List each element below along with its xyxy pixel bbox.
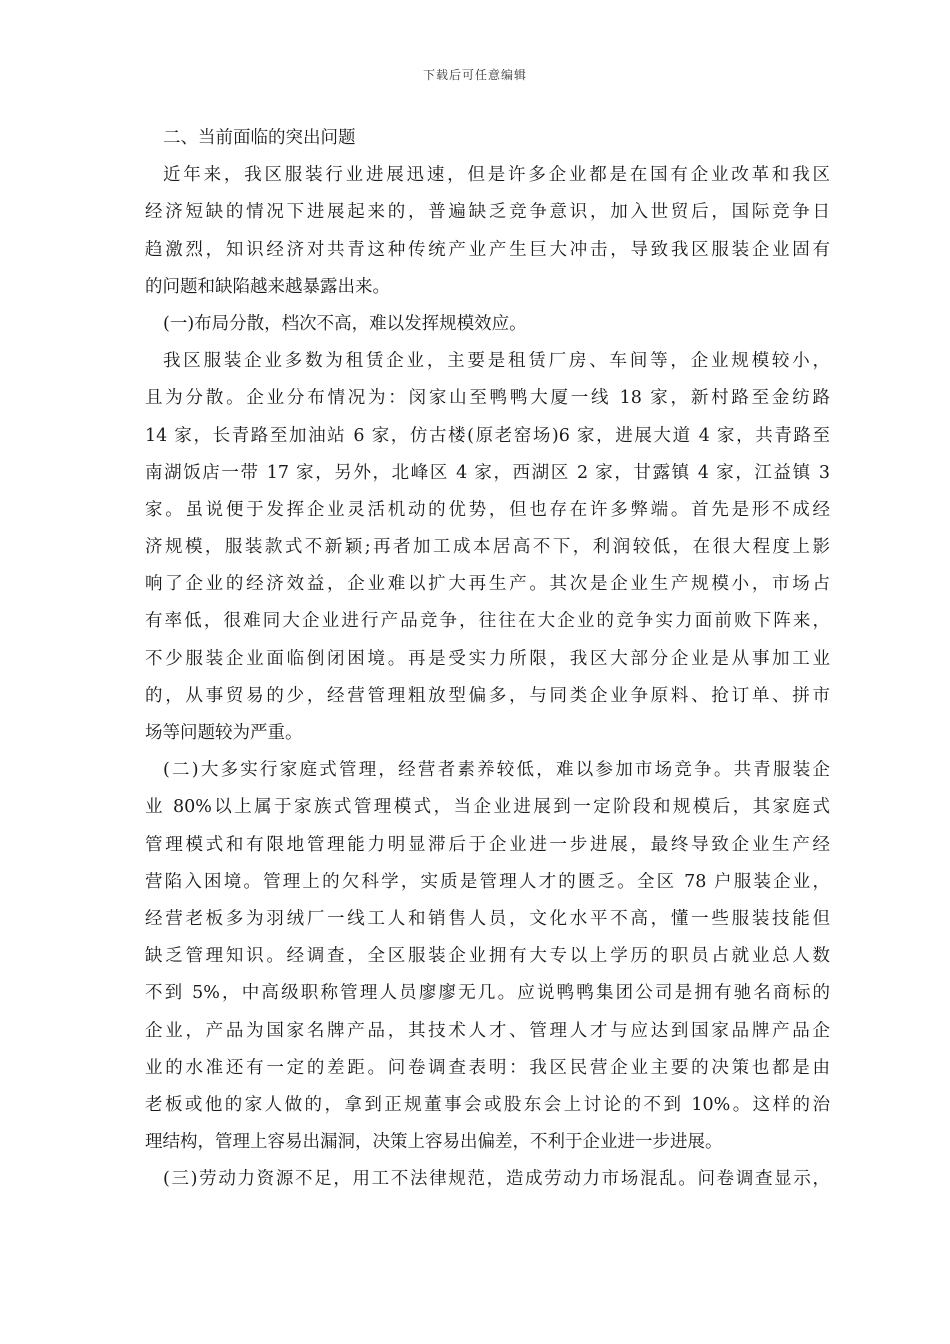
text-line: 业的水准还有一定的差距。问卷调查表明：我区民营企业主要的决策也都是由 bbox=[145, 1057, 830, 1078]
text-line: 家。虽说便于发挥企业灵活机动的优势，但也存在许多弊端。首先是形不成经 bbox=[145, 499, 830, 520]
text-line: 管理模式和有限地管理能力明显滞后于企业进一步进展，最终导致企业生产经 bbox=[145, 834, 830, 855]
text-line: 业 80%以上属于家族式管理模式，当企业进展到一定阶段和规模后，其家庭式 bbox=[145, 797, 830, 818]
text-line: 济规模，服装款式不新颖;再者加工成本居高不下，利润较低，在很大程度上影 bbox=[145, 537, 830, 558]
page-header: 下载后可任意编辑 bbox=[422, 68, 527, 82]
text-line: 响了企业的经济效益，企业难以扩大再生产。其次是企业生产规模小，市场占 bbox=[145, 574, 830, 595]
text-line: 二、当前面临的突出问题 bbox=[163, 128, 356, 148]
text-line: 企业，产品为国家名牌产品，其技术人才、管理人才与应达到国家品牌产品企 bbox=[145, 1020, 830, 1041]
text-line: 我区服装企业多数为租赁企业，主要是租赁厂房、车间等，企业规模较小， bbox=[163, 351, 830, 372]
text-line: 缺乏管理知识。经调查，全区服装企业拥有大专以上学历的职员占就业总人数 bbox=[145, 946, 830, 967]
text-line: 老板或他的家人做的，拿到正规董事会或股东会上讨论的不到 10%。这样的治 bbox=[145, 1094, 830, 1115]
text-line: (一)布局分散，档次不高，难以发挥规模效应。 bbox=[163, 313, 527, 334]
text-line: 经营老板多为羽绒厂一线工人和销售人员，文化水平不高，懂一些服装技能但 bbox=[145, 908, 830, 929]
text-line: 场等问题较为严重。 bbox=[145, 723, 303, 743]
text-line: 14 家，长青路至加油站 6 家，仿古楼(原老窑场)6 家，进展大道 4 家，共青路至 bbox=[145, 425, 830, 446]
text-line: 近年来，我区服装行业进展迅速，但是许多企业都是在国有企业改革和我区 bbox=[163, 165, 830, 186]
text-line: 且为分散。企业分布情况为：闵家山至鸭鸭大厦一线 18 家，新村路至金纺路 bbox=[145, 388, 830, 409]
text-line: (三)劳动力资源不足，用工不法律规范，造成劳动力市场混乱。问卷调查显示， bbox=[163, 1169, 830, 1190]
text-line: 南湖饭店一带 17 家，另外，北峰区 4 家，西湖区 2 家，甘露镇 4 家，江益镇 3 bbox=[145, 462, 830, 483]
text-line: 营陷入困境。管理上的欠科学，实质是管理人才的匮乏。全区 78 户服装企业， bbox=[145, 871, 830, 892]
text-line: 理结构，管理上容易出漏洞，决策上容易出偏差，不利于企业进一步进展。 bbox=[145, 1132, 723, 1153]
text-line: 不少服装企业面临倒闭困境。再是受实力所限，我区大部分企业是从事加工业 bbox=[145, 648, 830, 669]
text-line: 经济短缺的情况下进展起来的，普遍缺乏竞争意识，加入世贸后，国际竞争日 bbox=[145, 202, 830, 223]
text-line: 的问题和缺陷越来越暴露出来。 bbox=[145, 276, 390, 297]
document-body bbox=[145, 120, 830, 1198]
text-line: (二)大多实行家庭式管理，经营者素养较低，难以参加市场竞争。共青服装企 bbox=[163, 760, 830, 781]
text-line: 有率低，很难同大企业进行产品竞争，往往在大企业的竞争实力面前败下阵来， bbox=[145, 611, 830, 632]
text-line: 不到 5%，中高级职称管理人员廖廖无几。应说鸭鸭集团公司是拥有驰名商标的 bbox=[145, 983, 830, 1004]
text-line: 的，从事贸易的少，经营管理粗放型偏多，与同类企业争原料、抢订单、拼市 bbox=[145, 685, 830, 706]
text-line: 趋激烈，知识经济对共青这种传统产业产生巨大冲击，导致我区服装企业固有 bbox=[145, 239, 830, 260]
